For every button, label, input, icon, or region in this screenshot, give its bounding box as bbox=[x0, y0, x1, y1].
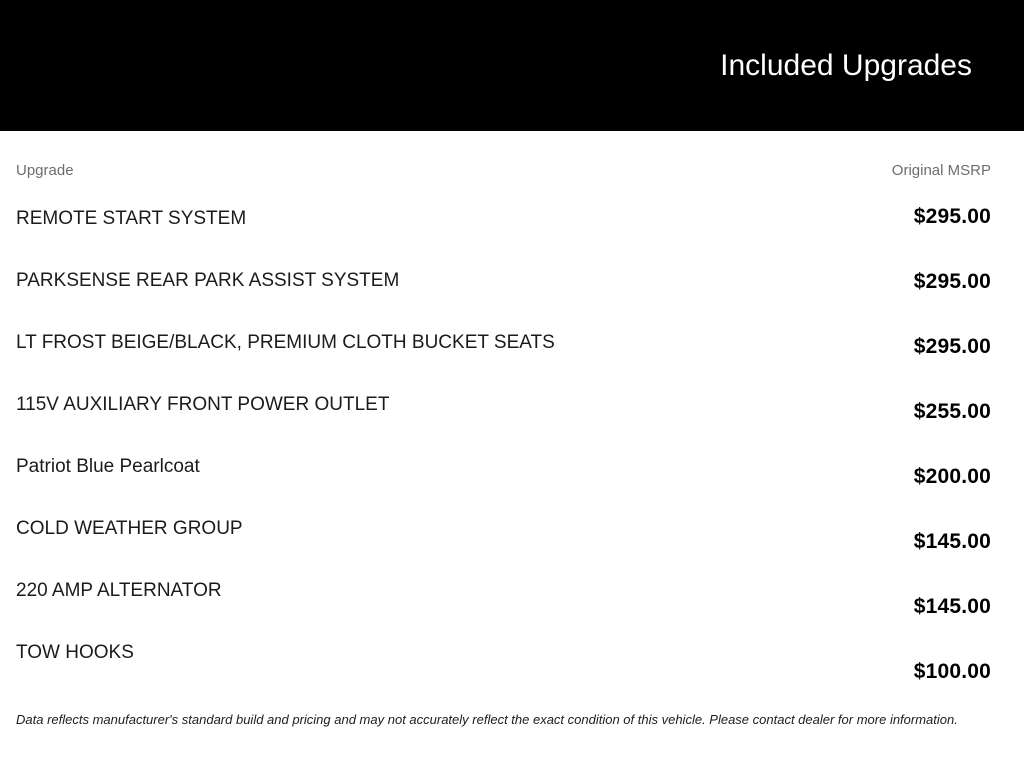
upgrade-msrp: $255.00 bbox=[913, 399, 991, 423]
page-title: Included Upgrades bbox=[720, 49, 972, 82]
upgrades-panel bbox=[0, 131, 1024, 728]
header-bar bbox=[0, 0, 1024, 131]
upgrade-msrp: $295.00 bbox=[913, 269, 991, 293]
upgrade-name: Patriot Blue Pearlcoat bbox=[16, 456, 200, 477]
msrp-column-header: Original MSRP bbox=[891, 162, 991, 179]
upgrade-msrp: $145.00 bbox=[913, 529, 991, 553]
msrp-list bbox=[914, 178, 991, 704]
upgrade-name: 220 AMP ALTERNATOR bbox=[16, 580, 222, 601]
upgrade-msrp: $100.00 bbox=[913, 659, 991, 683]
disclaimer-text: Data reflects manufacturer's standard build and pricing and may not accurately reflect the exact condition of this vehicle. Please contact dealer for more information. bbox=[16, 712, 958, 727]
upgrade-column-header: Upgrade bbox=[16, 162, 74, 179]
upgrade-name: REMOTE START SYSTEM bbox=[16, 208, 247, 229]
upgrade-name: COLD WEATHER GROUP bbox=[16, 518, 243, 539]
upgrade-name: LT FROST BEIGE/BLACK, PREMIUM CLOTH BUCKET SEATS bbox=[16, 332, 555, 353]
upgrade-name-list bbox=[16, 207, 556, 664]
upgrade-name: 115V AUXILIARY FRONT POWER OUTLET bbox=[16, 394, 390, 415]
msrp-column bbox=[892, 163, 991, 704]
upgrade-msrp: $295.00 bbox=[913, 204, 991, 228]
upgrade-msrp: $200.00 bbox=[913, 464, 991, 488]
upgrade-name: TOW HOOKS bbox=[16, 642, 134, 663]
upgrades-table bbox=[16, 163, 991, 704]
upgrade-name-column bbox=[16, 163, 556, 664]
upgrade-msrp: $295.00 bbox=[913, 334, 991, 358]
upgrade-msrp: $145.00 bbox=[913, 594, 991, 618]
upgrade-name: PARKSENSE REAR PARK ASSIST SYSTEM bbox=[16, 270, 400, 291]
